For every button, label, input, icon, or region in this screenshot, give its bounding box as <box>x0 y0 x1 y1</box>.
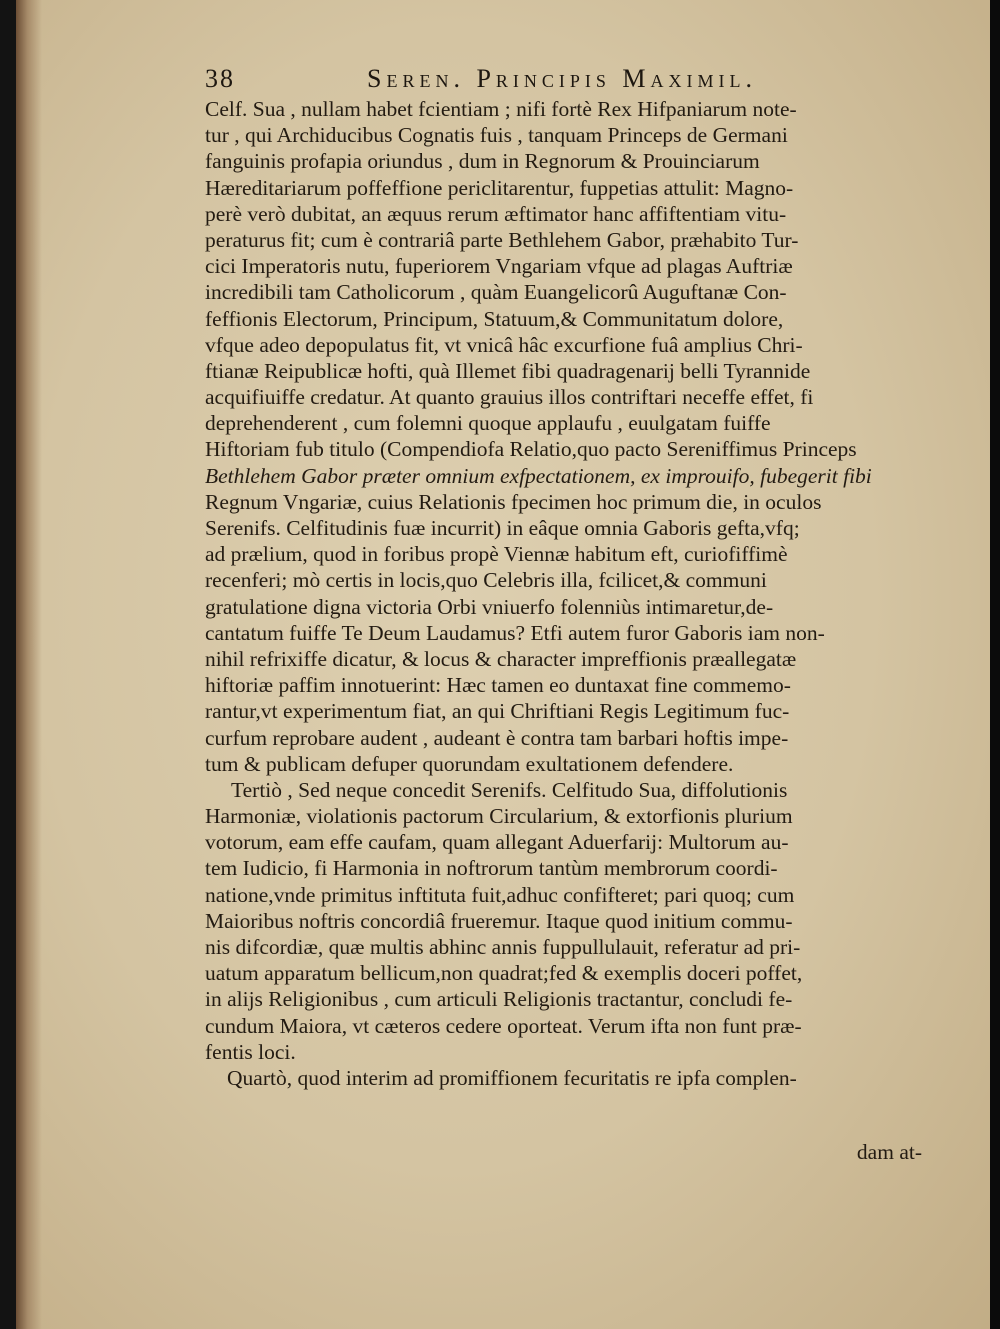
text-line: deprehenderent , cum folemni quoque applaufu , euulgatam fuiffe <box>205 411 771 436</box>
text-line: gratulatione digna victoria Orbi vniuerfo folenniùs intimaretur,de- <box>205 594 774 619</box>
text-line: tur , qui Archiducibus Cognatis fuis , tanquam Princeps de Germani <box>205 123 788 148</box>
body-text <box>205 96 917 1091</box>
text-line: recenferi; mò certis in locis,quo Celebris illa, fcilicet,& communi <box>205 568 767 593</box>
text-line: cundum Maiora, vt cæteros cedere oporteat. Verum ifta non funt præ- <box>205 1013 802 1038</box>
text-line: vfque adeo depopulatus fit, vt vnicâ hâc excurfione fuâ amplius Chri- <box>205 332 803 357</box>
text-line: Tertiò , Sed neque concedit Serenifs. Celfitudo Sua, diffolutionis <box>231 777 788 802</box>
text-line: rantur,vt experimentum fiat, an qui Chriftiani Regis Legitimum fuc- <box>205 699 790 724</box>
text-line: Maioribus noftris concordiâ frueremur. Itaque quod initium commu- <box>205 908 793 933</box>
page-gutter-shadow <box>16 0 42 1329</box>
page-edge <box>990 0 1000 1329</box>
text-line: nis difcordiæ, quæ multis abhinc annis fuppullulauit, referatur ad pri- <box>205 935 801 959</box>
text-line: uatum apparatum bellicum,non quadrat;fed & exemplis doceri poffet, <box>205 961 803 986</box>
text-line: Hiftoriam fub titulo (Compendiofa Relatio,quo pacto Sereniffimus Princeps <box>205 437 857 462</box>
text-line: tem Iudicio, fi Harmonia in noftrorum tantùm membrorum coordi- <box>205 856 778 881</box>
text-line: Regnum Vngariæ, cuius Relationis fpecimen hoc primum die, in oculos <box>205 489 822 514</box>
text-line: Bethlehem Gabor præter omnium exfpectationem, ex improuifo, fubegerit fibi <box>205 463 872 488</box>
text-line: peraturus fit; cum è contrariâ parte Bethlehem Gabor, præhabito Tur- <box>205 227 799 252</box>
text-line: Celf. Sua , nullam habet fcientiam ; nifi fortè Rex Hifpaniarum note- <box>205 97 797 121</box>
text-line: nihil refrixiffe dicatur, & locus & character impreffionis præallegatæ <box>205 646 797 671</box>
text-line: fentis loci. <box>205 1039 296 1064</box>
text-line: Quartò, quod interim ad promiffionem fecuritatis re ipfa complen- <box>227 1065 797 1090</box>
text-line: cici Imperatoris nutu, fuperiorem Vngariam vfque ad plagas Auftriæ <box>205 254 793 279</box>
text-line: hiftoriæ paffim innotuerint: Hæc tamen eo duntaxat fine commemo- <box>205 673 791 698</box>
text-line: votorum, eam effe caufam, quam allegant Aduerfarij: Multorum au- <box>205 830 789 855</box>
text-line: incredibili tam Catholicorum , quàm Euangelicorû Auguftanæ Con- <box>205 280 787 305</box>
text-line: in alijs Religionibus , cum articuli Religionis tractantur, concludi fe- <box>205 987 793 1012</box>
text-line: cantatum fuiffe Te Deum Laudamus? Etfi autem furor Gaboris iam non- <box>205 620 825 645</box>
text-line: fanguinis profapia oriundus , dum in Regnorum & Prouinciarum <box>205 149 760 174</box>
text-line: Serenifs. Celfitudinis fuæ incurrit) in eâque omnia Gaboris gefta,vfq; <box>205 516 800 540</box>
running-head: Seren. Principis Maximil. <box>367 64 758 93</box>
text-line: curfum reprobare audent , audeant è contra tam barbari hoftis impe- <box>205 725 789 750</box>
text-line: perè verò dubitat, an æquus rerum æftimator hanc affiftentiam vitu- <box>205 201 787 226</box>
text-line: ftianæ Reipublicæ hofti, quà Illemet fibi quadragenarij belli Tyrannide <box>205 358 811 383</box>
text-line: tum & publicam defuper quorundam exultationem defendere. <box>205 751 734 776</box>
text-line: Harmoniæ, violationis pactorum Circularium, & extorfionis plurium <box>205 804 793 829</box>
page-header <box>205 64 825 98</box>
text-line: acquifiuiffe credatur. At quanto grauius illos contriftari neceffe effet, fi <box>205 385 814 410</box>
text-line: natione,vnde primitus inftituta fuit,adhuc confifteret; pari quoq; cum <box>205 882 795 907</box>
page-number: 38 <box>205 64 235 93</box>
text-line: Hæreditariarum poffeffione periclitarentur, fuppetias attulit: Magno- <box>205 175 794 200</box>
catchword: dam at- <box>856 1140 922 1164</box>
text-line: feffionis Electorum, Principum, Statuum,& Communitatum dolore, <box>205 306 784 331</box>
text-line: ad prælium, quod in foribus propè Viennæ habitum eft, curiofiffimè <box>205 542 788 567</box>
